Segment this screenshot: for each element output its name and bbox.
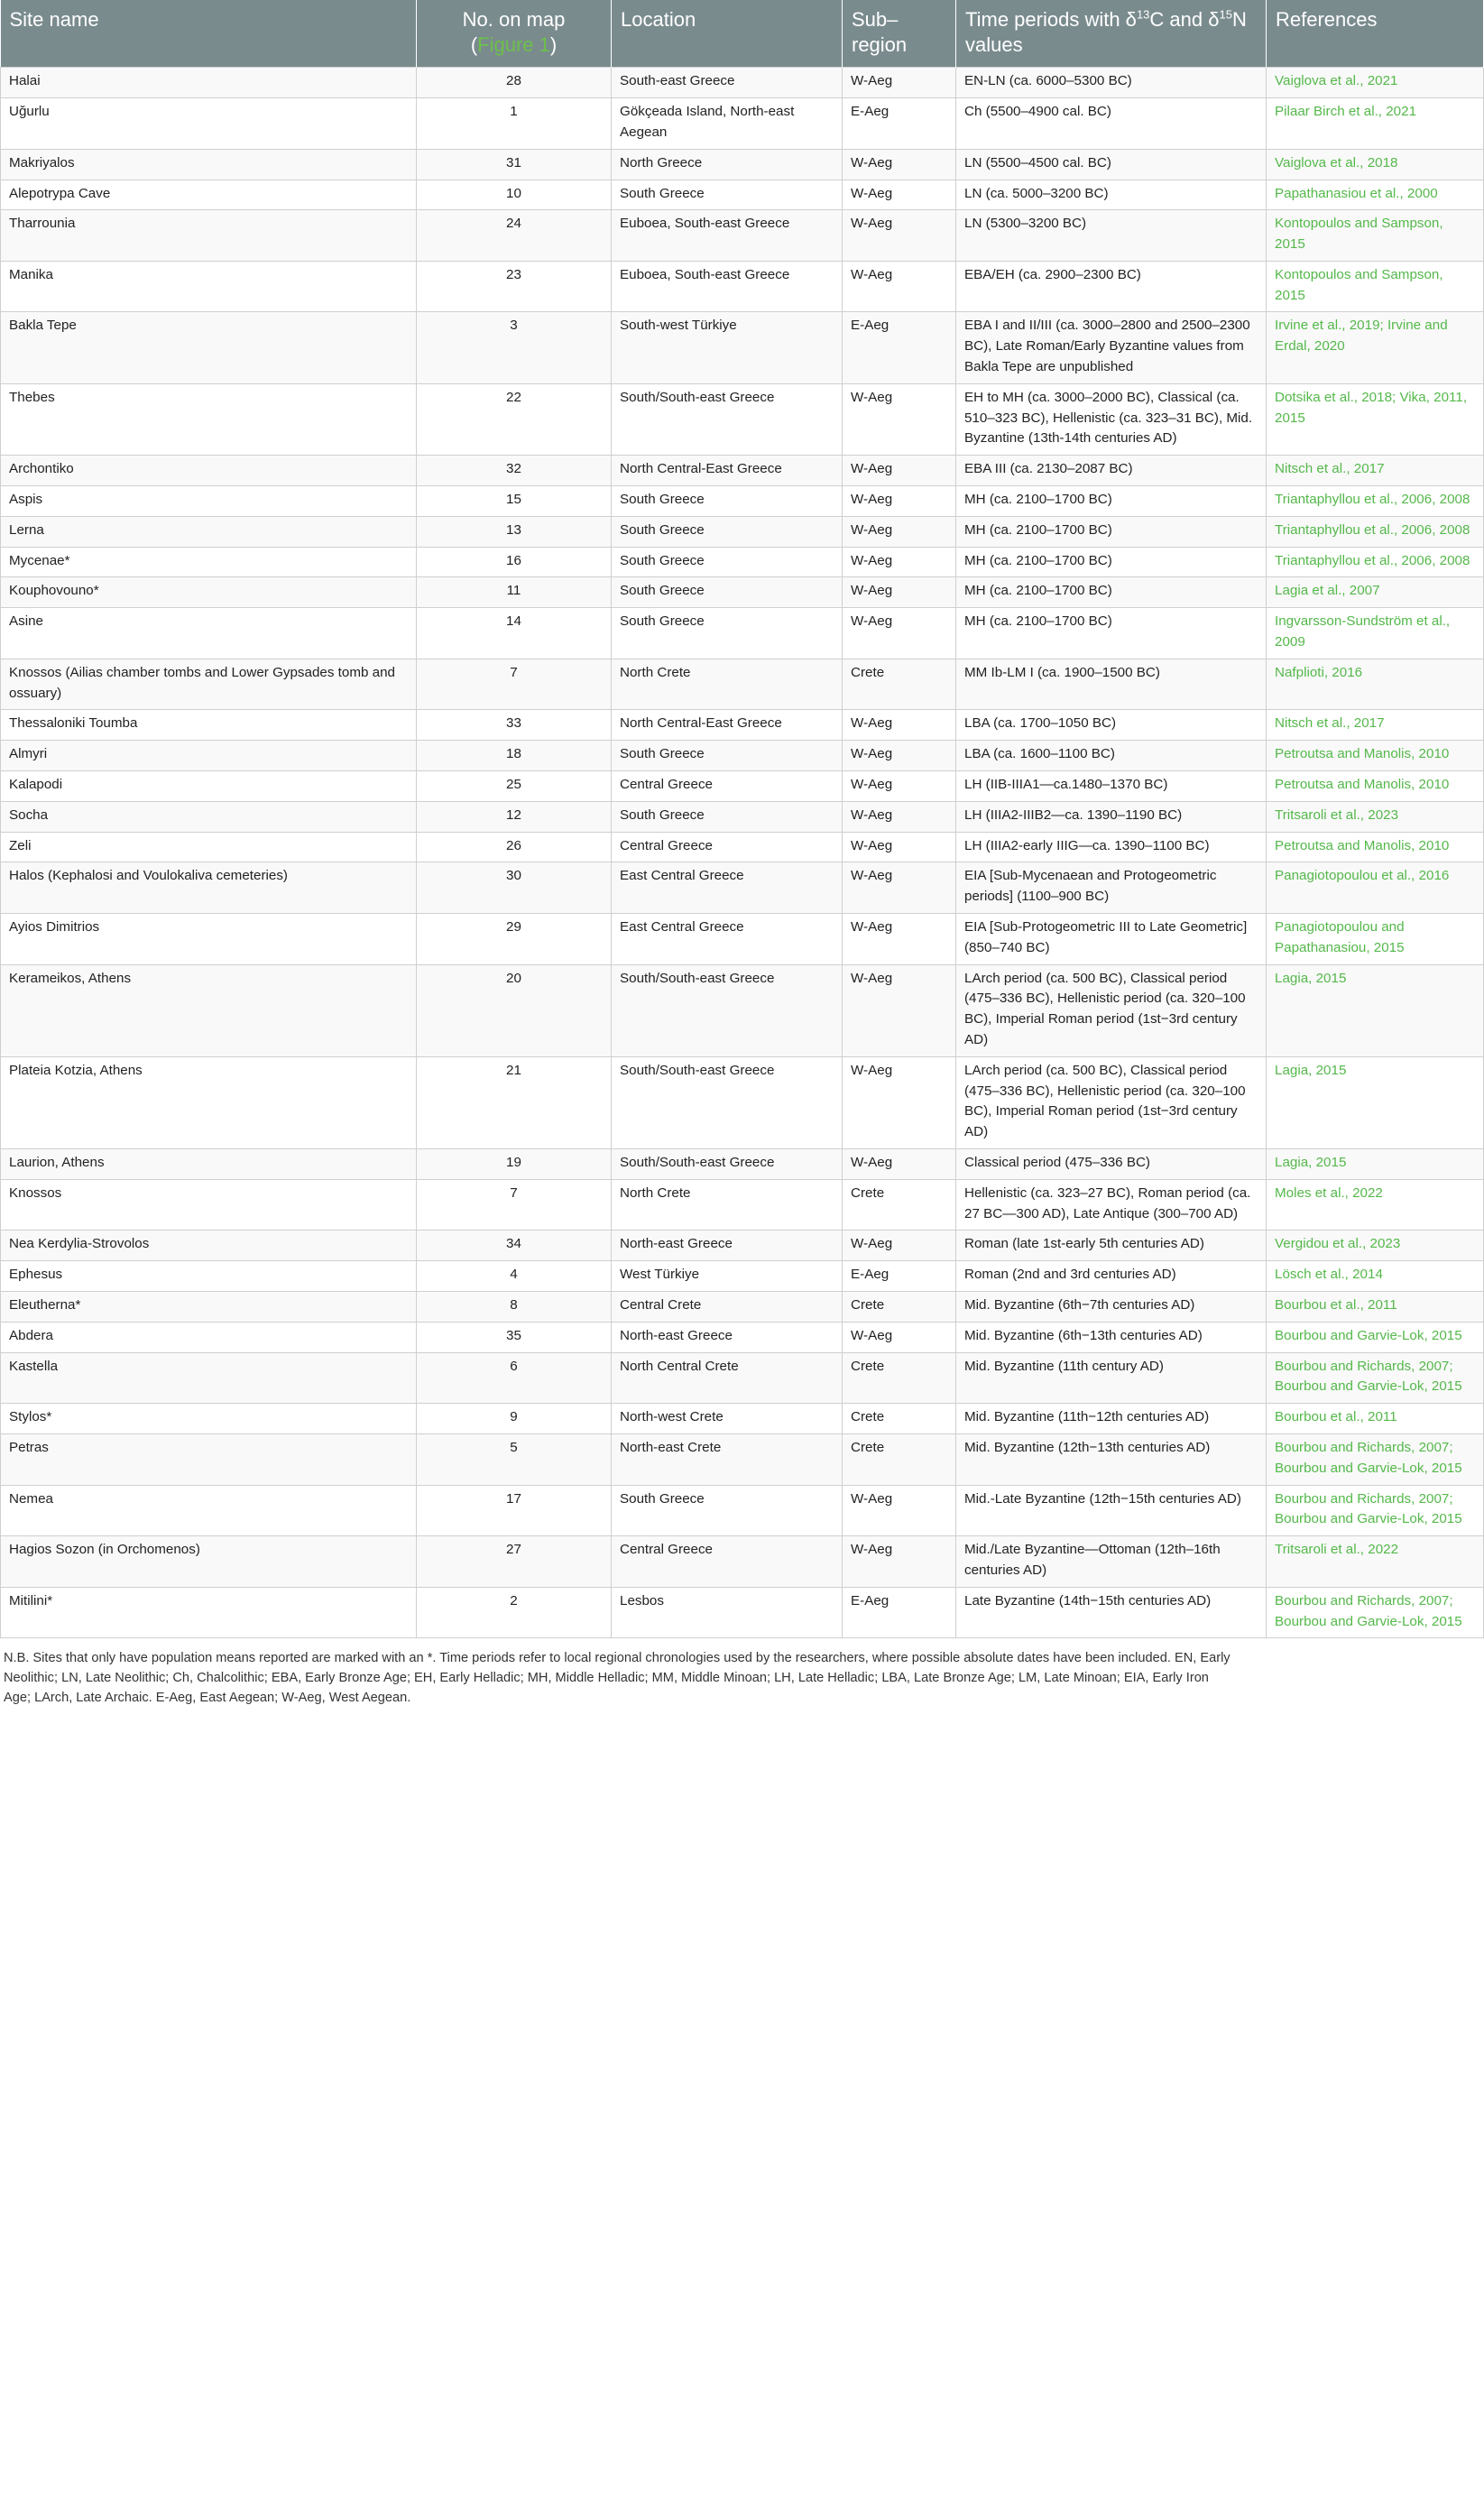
cell-references[interactable]: Lagia, 2015	[1267, 1056, 1484, 1148]
cell-subregion: W-Aeg	[843, 577, 956, 608]
cell-map-number: 5	[417, 1433, 612, 1485]
cell-references[interactable]: Lagia, 2015	[1267, 1148, 1484, 1179]
cell-site-name: Petras	[1, 1433, 417, 1485]
cell-subregion: W-Aeg	[843, 486, 956, 517]
cell-references[interactable]: Vergidou et al., 2023	[1267, 1231, 1484, 1261]
table-row	[1, 180, 1484, 210]
cell-location: East Central Greece	[612, 914, 843, 965]
cell-time-periods: LArch period (ca. 500 BC), Classical period (475–336 BC), Hellenistic period (ca. 320–100 BC), Imperial Roman period (1st−3rd century AD)	[956, 1056, 1267, 1148]
cell-map-number: 3	[417, 312, 612, 383]
cell-map-number: 7	[417, 659, 612, 710]
cell-time-periods: EIA [Sub-Mycenaean and Protogeometric periods] (1100–900 BC)	[956, 862, 1267, 914]
cell-references[interactable]: Papathanasiou et al., 2000	[1267, 180, 1484, 210]
cell-subregion: E-Aeg	[843, 1261, 956, 1292]
cell-site-name: Makriyalos	[1, 149, 417, 180]
table-row	[1, 608, 1484, 659]
cell-location: North-east Crete	[612, 1433, 843, 1485]
cell-subregion: W-Aeg	[843, 710, 956, 741]
cell-site-name: Manika	[1, 261, 417, 312]
cell-references[interactable]: Dotsika et al., 2018; Vika, 2011, 2015	[1267, 383, 1484, 455]
header-references: References	[1267, 0, 1484, 68]
table-row	[1, 964, 1484, 1056]
cell-site-name: Halos (Kephalosi and Voulokaliva cemeteries)	[1, 862, 417, 914]
cell-map-number: 13	[417, 516, 612, 547]
cell-site-name: Kastella	[1, 1352, 417, 1404]
cell-map-number: 16	[417, 547, 612, 577]
cell-references[interactable]: Bourbou and Richards, 2007; Bourbou and Garvie-Lok, 2015	[1267, 1433, 1484, 1485]
cell-location: South Greece	[612, 486, 843, 517]
cell-references[interactable]: Petroutsa and Manolis, 2010	[1267, 741, 1484, 771]
cell-location: Gökçeada Island, North-east Aegean	[612, 98, 843, 150]
table-row	[1, 1291, 1484, 1322]
cell-site-name: Laurion, Athens	[1, 1148, 417, 1179]
cell-time-periods: EN-LN (ca. 6000–5300 BC)	[956, 68, 1267, 98]
cell-time-periods: Mid. Byzantine (6th−7th centuries AD)	[956, 1291, 1267, 1322]
cell-location: South Greece	[612, 1485, 843, 1536]
cell-map-number: 10	[417, 180, 612, 210]
cell-site-name: Thebes	[1, 383, 417, 455]
cell-site-name: Tharrounia	[1, 210, 417, 262]
cell-location: Euboea, South-east Greece	[612, 210, 843, 262]
cell-time-periods: LN (ca. 5000–3200 BC)	[956, 180, 1267, 210]
cell-location: South/South-east Greece	[612, 964, 843, 1056]
cell-time-periods: Hellenistic (ca. 323–27 BC), Roman period (ca. 27 BC—300 AD), Late Antique (300–700 AD)	[956, 1179, 1267, 1231]
cell-location: Euboea, South-east Greece	[612, 261, 843, 312]
cell-references[interactable]: Panagiotopoulou and Papathanasiou, 2015	[1267, 914, 1484, 965]
cell-map-number: 34	[417, 1231, 612, 1261]
cell-time-periods: EBA/EH (ca. 2900–2300 BC)	[956, 261, 1267, 312]
cell-location: North Crete	[612, 659, 843, 710]
cell-time-periods: Mid. Byzantine (11th−12th centuries AD)	[956, 1404, 1267, 1434]
header-time-periods	[956, 0, 1267, 68]
cell-references[interactable]: Lösch et al., 2014	[1267, 1261, 1484, 1292]
cell-time-periods: Mid.-Late Byzantine (12th−15th centuries AD)	[956, 1485, 1267, 1536]
cell-subregion: W-Aeg	[843, 914, 956, 965]
cell-map-number: 31	[417, 149, 612, 180]
cell-references[interactable]: Nitsch et al., 2017	[1267, 710, 1484, 741]
cell-time-periods: LN (5300–3200 BC)	[956, 210, 1267, 262]
cell-map-number: 1	[417, 98, 612, 150]
table-row	[1, 1587, 1484, 1638]
cell-location: South Greece	[612, 741, 843, 771]
cell-time-periods: MH (ca. 2100–1700 BC)	[956, 608, 1267, 659]
cell-location: East Central Greece	[612, 862, 843, 914]
cell-site-name: Alepotrypa Cave	[1, 180, 417, 210]
table-row	[1, 312, 1484, 383]
cell-site-name: Uğurlu	[1, 98, 417, 150]
cell-references[interactable]: Moles et al., 2022	[1267, 1179, 1484, 1231]
cell-location: Central Greece	[612, 832, 843, 862]
cell-time-periods: EBA III (ca. 2130–2087 BC)	[956, 456, 1267, 486]
header-subregion: Sub–region	[843, 0, 956, 68]
cell-time-periods: Mid. Byzantine (11th century AD)	[956, 1352, 1267, 1404]
table-row	[1, 149, 1484, 180]
cell-map-number: 25	[417, 771, 612, 802]
cell-subregion: W-Aeg	[843, 1536, 956, 1588]
cell-references[interactable]: Ingvarsson-Sundström et al., 2009	[1267, 608, 1484, 659]
cell-references[interactable]: Bourbou et al., 2011	[1267, 1291, 1484, 1322]
cell-map-number: 33	[417, 710, 612, 741]
cell-map-number: 30	[417, 862, 612, 914]
table-row	[1, 210, 1484, 262]
cell-subregion: Crete	[843, 1352, 956, 1404]
header-time-c: 13	[1136, 7, 1150, 22]
cell-subregion: W-Aeg	[843, 1231, 956, 1261]
cell-location: South Greece	[612, 547, 843, 577]
cell-time-periods: Ch (5500–4900 cal. BC)	[956, 98, 1267, 150]
cell-time-periods: EIA [Sub-Protogeometric III to Late Geometric] (850–740 BC)	[956, 914, 1267, 965]
cell-site-name: Mycenae*	[1, 547, 417, 577]
cell-map-number: 35	[417, 1322, 612, 1352]
cell-references[interactable]: Nafplioti, 2016	[1267, 659, 1484, 710]
cell-map-number: 18	[417, 741, 612, 771]
cell-time-periods: LArch period (ca. 500 BC), Classical period (475–336 BC), Hellenistic period (ca. 320–100 BC), Imperial Roman period (1st−3rd century AD)	[956, 964, 1267, 1056]
table-row	[1, 771, 1484, 802]
cell-time-periods: Roman (2nd and 3rd centuries AD)	[956, 1261, 1267, 1292]
table-row	[1, 383, 1484, 455]
table-row	[1, 1352, 1484, 1404]
cell-time-periods: EBA I and II/III (ca. 3000–2800 and 2500–2300 BC), Late Roman/Early Byzantine values from Bakla Tepe are unpublished	[956, 312, 1267, 383]
cell-subregion: W-Aeg	[843, 68, 956, 98]
cell-time-periods: LN (5500–4500 cal. BC)	[956, 149, 1267, 180]
cell-site-name: Zeli	[1, 832, 417, 862]
cell-site-name: Almyri	[1, 741, 417, 771]
cell-location: South-east Greece	[612, 68, 843, 98]
cell-location: North-east Greece	[612, 1322, 843, 1352]
cell-subregion: W-Aeg	[843, 832, 956, 862]
cell-map-number: 7	[417, 1179, 612, 1231]
cell-site-name: Kouphovouno*	[1, 577, 417, 608]
cell-map-number: 4	[417, 1261, 612, 1292]
cell-time-periods: LH (IIIA2-IIIB2—ca. 1390–1190 BC)	[956, 801, 1267, 832]
cell-time-periods: LH (IIIA2-early IIIG—ca. 1390–1100 BC)	[956, 832, 1267, 862]
table-row	[1, 98, 1484, 150]
cell-site-name: Kerameikos, Athens	[1, 964, 417, 1056]
cell-location: North Crete	[612, 1179, 843, 1231]
cell-subregion: W-Aeg	[843, 180, 956, 210]
cell-references[interactable]: Bourbou and Richards, 2007; Bourbou and Garvie-Lok, 2015	[1267, 1587, 1484, 1638]
cell-location: South/South-east Greece	[612, 1148, 843, 1179]
header-time-post: N values	[965, 8, 1247, 57]
header-time-pre: Time periods with δ	[965, 8, 1137, 31]
cell-location: North Central-East Greece	[612, 710, 843, 741]
cell-map-number: 26	[417, 832, 612, 862]
table-row	[1, 1404, 1484, 1434]
cell-site-name: Lerna	[1, 516, 417, 547]
cell-site-name: Stylos*	[1, 1404, 417, 1434]
table-row	[1, 577, 1484, 608]
table-row	[1, 486, 1484, 517]
cell-time-periods: MH (ca. 2100–1700 BC)	[956, 516, 1267, 547]
table-row	[1, 659, 1484, 710]
cell-subregion: Crete	[843, 659, 956, 710]
cell-site-name: Aspis	[1, 486, 417, 517]
cell-subregion: W-Aeg	[843, 1148, 956, 1179]
cell-references[interactable]: Nitsch et al., 2017	[1267, 456, 1484, 486]
cell-subregion: W-Aeg	[843, 801, 956, 832]
cell-location: North Central-East Greece	[612, 456, 843, 486]
cell-map-number: 17	[417, 1485, 612, 1536]
cell-site-name: Knossos	[1, 1179, 417, 1231]
cell-time-periods: Mid. Byzantine (6th−13th centuries AD)	[956, 1322, 1267, 1352]
cell-references[interactable]: Triantaphyllou et al., 2006, 2008	[1267, 516, 1484, 547]
cell-references[interactable]: Petroutsa and Manolis, 2010	[1267, 771, 1484, 802]
cell-location: South/South-east Greece	[612, 383, 843, 455]
cell-site-name: Nemea	[1, 1485, 417, 1536]
cell-map-number: 6	[417, 1352, 612, 1404]
cell-subregion: W-Aeg	[843, 1056, 956, 1148]
cell-location: Central Greece	[612, 771, 843, 802]
cell-site-name: Mitilini*	[1, 1587, 417, 1638]
table-row	[1, 862, 1484, 914]
cell-location: North-west Crete	[612, 1404, 843, 1434]
cell-map-number: 14	[417, 608, 612, 659]
cell-subregion: W-Aeg	[843, 1322, 956, 1352]
cell-subregion: E-Aeg	[843, 1587, 956, 1638]
cell-location: Central Crete	[612, 1291, 843, 1322]
cell-subregion: W-Aeg	[843, 771, 956, 802]
cell-site-name: Eleutherna*	[1, 1291, 417, 1322]
cell-location: South/South-east Greece	[612, 1056, 843, 1148]
table-row	[1, 1433, 1484, 1485]
table-row	[1, 456, 1484, 486]
cell-references[interactable]: Bourbou and Richards, 2007; Bourbou and Garvie-Lok, 2015	[1267, 1485, 1484, 1536]
cell-site-name: Hagios Sozon (in Orchomenos)	[1, 1536, 417, 1588]
cell-subregion: Crete	[843, 1433, 956, 1485]
cell-site-name: Socha	[1, 801, 417, 832]
table-row	[1, 741, 1484, 771]
cell-time-periods: MM Ib-LM I (ca. 1900–1500 BC)	[956, 659, 1267, 710]
cell-location: South Greece	[612, 801, 843, 832]
cell-subregion: E-Aeg	[843, 312, 956, 383]
cell-site-name: Abdera	[1, 1322, 417, 1352]
cell-time-periods: MH (ca. 2100–1700 BC)	[956, 547, 1267, 577]
cell-time-periods: MH (ca. 2100–1700 BC)	[956, 486, 1267, 517]
cell-site-name: Plateia Kotzia, Athens	[1, 1056, 417, 1148]
table-row	[1, 801, 1484, 832]
table-row	[1, 914, 1484, 965]
cell-references[interactable]: Kontopoulos and Sampson, 2015	[1267, 210, 1484, 262]
cell-time-periods: Late Byzantine (14th−15th centuries AD)	[956, 1587, 1267, 1638]
cell-subregion: Crete	[843, 1291, 956, 1322]
table-row	[1, 710, 1484, 741]
cell-subregion: W-Aeg	[843, 383, 956, 455]
cell-location: North-east Greece	[612, 1231, 843, 1261]
cell-subregion: W-Aeg	[843, 261, 956, 312]
cell-map-number: 12	[417, 801, 612, 832]
table-row	[1, 1485, 1484, 1536]
cell-map-number: 9	[417, 1404, 612, 1434]
cell-subregion: W-Aeg	[843, 516, 956, 547]
cell-references[interactable]: Bourbou et al., 2011	[1267, 1404, 1484, 1434]
cell-map-number: 20	[417, 964, 612, 1056]
cell-time-periods: Classical period (475–336 BC)	[956, 1148, 1267, 1179]
cell-map-number: 32	[417, 456, 612, 486]
cell-references[interactable]: Tritsaroli et al., 2022	[1267, 1536, 1484, 1588]
cell-location: South Greece	[612, 577, 843, 608]
cell-references[interactable]: Irvine et al., 2019; Irvine and Erdal, 2020	[1267, 312, 1484, 383]
cell-site-name: Nea Kerdylia-Strovolos	[1, 1231, 417, 1261]
header-no-on-map-label: No. on map	[462, 8, 566, 31]
cell-time-periods: MH (ca. 2100–1700 BC)	[956, 577, 1267, 608]
cell-map-number: 8	[417, 1291, 612, 1322]
cell-map-number: 15	[417, 486, 612, 517]
cell-site-name: Ephesus	[1, 1261, 417, 1292]
cell-subregion: W-Aeg	[843, 547, 956, 577]
cell-references[interactable]: Petroutsa and Manolis, 2010	[1267, 832, 1484, 862]
cell-map-number: 22	[417, 383, 612, 455]
cell-subregion: E-Aeg	[843, 98, 956, 150]
cell-site-name: Halai	[1, 68, 417, 98]
table-row	[1, 547, 1484, 577]
cell-references[interactable]: Pilaar Birch et al., 2021	[1267, 98, 1484, 150]
cell-location: North Central Crete	[612, 1352, 843, 1404]
header-location: Location	[612, 0, 843, 68]
figure-1-link[interactable]: Figure 1	[477, 33, 550, 57]
cell-site-name: Ayios Dimitrios	[1, 914, 417, 965]
cell-site-name: Asine	[1, 608, 417, 659]
table-row	[1, 1148, 1484, 1179]
table-row	[1, 1179, 1484, 1231]
cell-references[interactable]: Lagia, 2015	[1267, 964, 1484, 1056]
cell-subregion: W-Aeg	[843, 862, 956, 914]
cell-site-name: Thessaloniki Toumba	[1, 710, 417, 741]
cell-subregion: W-Aeg	[843, 1485, 956, 1536]
cell-subregion: W-Aeg	[843, 210, 956, 262]
header-row	[1, 0, 1484, 68]
cell-references[interactable]: Vaiglova et al., 2021	[1267, 68, 1484, 98]
cell-subregion: W-Aeg	[843, 741, 956, 771]
cell-time-periods: LBA (ca. 1700–1050 BC)	[956, 710, 1267, 741]
cell-subregion: Crete	[843, 1404, 956, 1434]
table-row	[1, 1261, 1484, 1292]
header-no-on-map: No. on map (Figure 1)	[417, 0, 612, 68]
cell-map-number: 21	[417, 1056, 612, 1148]
cell-location: South Greece	[612, 608, 843, 659]
table-row	[1, 516, 1484, 547]
cell-location: Lesbos	[612, 1587, 843, 1638]
cell-map-number: 29	[417, 914, 612, 965]
cell-site-name: Kalapodi	[1, 771, 417, 802]
table-header	[1, 0, 1484, 68]
header-time-n: 15	[1219, 7, 1232, 22]
cell-time-periods: LH (IIB-IIIA1—ca.1480–1370 BC)	[956, 771, 1267, 802]
cell-map-number: 19	[417, 1148, 612, 1179]
cell-references[interactable]: Lagia et al., 2007	[1267, 577, 1484, 608]
table-row	[1, 1536, 1484, 1588]
table-body	[1, 68, 1484, 1638]
cell-site-name: Archontiko	[1, 456, 417, 486]
cell-site-name: Bakla Tepe	[1, 312, 417, 383]
cell-site-name: Knossos (Ailias chamber tombs and Lower Gypsades tomb and ossuary)	[1, 659, 417, 710]
table-row	[1, 832, 1484, 862]
cell-time-periods: Roman (late 1st-early 5th centuries AD)	[956, 1231, 1267, 1261]
cell-time-periods: EH to MH (ca. 3000–2000 BC), Classical (ca. 510–323 BC), Hellenistic (ca. 323–31 BC), Mid. Byzantine (13th-14th centuries AD)	[956, 383, 1267, 455]
cell-references[interactable]: Triantaphyllou et al., 2006, 2008	[1267, 547, 1484, 577]
cell-map-number: 23	[417, 261, 612, 312]
cell-location: North Greece	[612, 149, 843, 180]
table-footnote: N.B. Sites that only have population means reported are marked with an *. Time periods refer to local regional chronologies used by the researchers, where possible absolute dates have been included. EN, Early Neolithic; LN, Late Neolithic; Ch, Chalcolithic; EBA, Early Bronze Age; EH, Early Helladic; MH, Middle Helladic; MM, Middle Minoan; LH, Late Helladic; LBA, Late Bronze Age; LM, Late Minoan; EIA, Early Iron Age; LArch, Late Archaic. E-Aeg, East Aegean; W-Aeg, West Aegean.	[4, 1651, 1231, 1706]
cell-time-periods: Mid./Late Byzantine—Ottoman (12th–16th centuries AD)	[956, 1536, 1267, 1588]
cell-time-periods: LBA (ca. 1600–1100 BC)	[956, 741, 1267, 771]
cell-references[interactable]: Vaiglova et al., 2018	[1267, 149, 1484, 180]
cell-map-number: 11	[417, 577, 612, 608]
cell-location: South-west Türkiye	[612, 312, 843, 383]
cell-references[interactable]: Bourbou and Garvie-Lok, 2015	[1267, 1322, 1484, 1352]
table-row	[1, 68, 1484, 98]
cell-subregion: W-Aeg	[843, 964, 956, 1056]
cell-time-periods: Mid. Byzantine (12th−13th centuries AD)	[956, 1433, 1267, 1485]
cell-location: South Greece	[612, 180, 843, 210]
cell-subregion: W-Aeg	[843, 456, 956, 486]
cell-references[interactable]: Bourbou and Richards, 2007; Bourbou and Garvie-Lok, 2015	[1267, 1352, 1484, 1404]
header-site-name: Site name	[1, 0, 417, 68]
cell-map-number: 28	[417, 68, 612, 98]
cell-references[interactable]: Kontopoulos and Sampson, 2015	[1267, 261, 1484, 312]
cell-references[interactable]: Triantaphyllou et al., 2006, 2008	[1267, 486, 1484, 517]
cell-location: South Greece	[612, 516, 843, 547]
cell-map-number: 24	[417, 210, 612, 262]
table-row	[1, 261, 1484, 312]
cell-map-number: 2	[417, 1587, 612, 1638]
cell-map-number: 27	[417, 1536, 612, 1588]
table-row	[1, 1231, 1484, 1261]
table-row	[1, 1322, 1484, 1352]
table-row	[1, 1056, 1484, 1148]
header-time-mid: C and δ	[1149, 8, 1220, 31]
cell-location: West Türkiye	[612, 1261, 843, 1292]
cell-references[interactable]: Tritsaroli et al., 2023	[1267, 801, 1484, 832]
cell-subregion: W-Aeg	[843, 608, 956, 659]
cell-subregion: Crete	[843, 1179, 956, 1231]
cell-location: Central Greece	[612, 1536, 843, 1588]
cell-references[interactable]: Panagiotopoulou et al., 2016	[1267, 862, 1484, 914]
cell-subregion: W-Aeg	[843, 149, 956, 180]
